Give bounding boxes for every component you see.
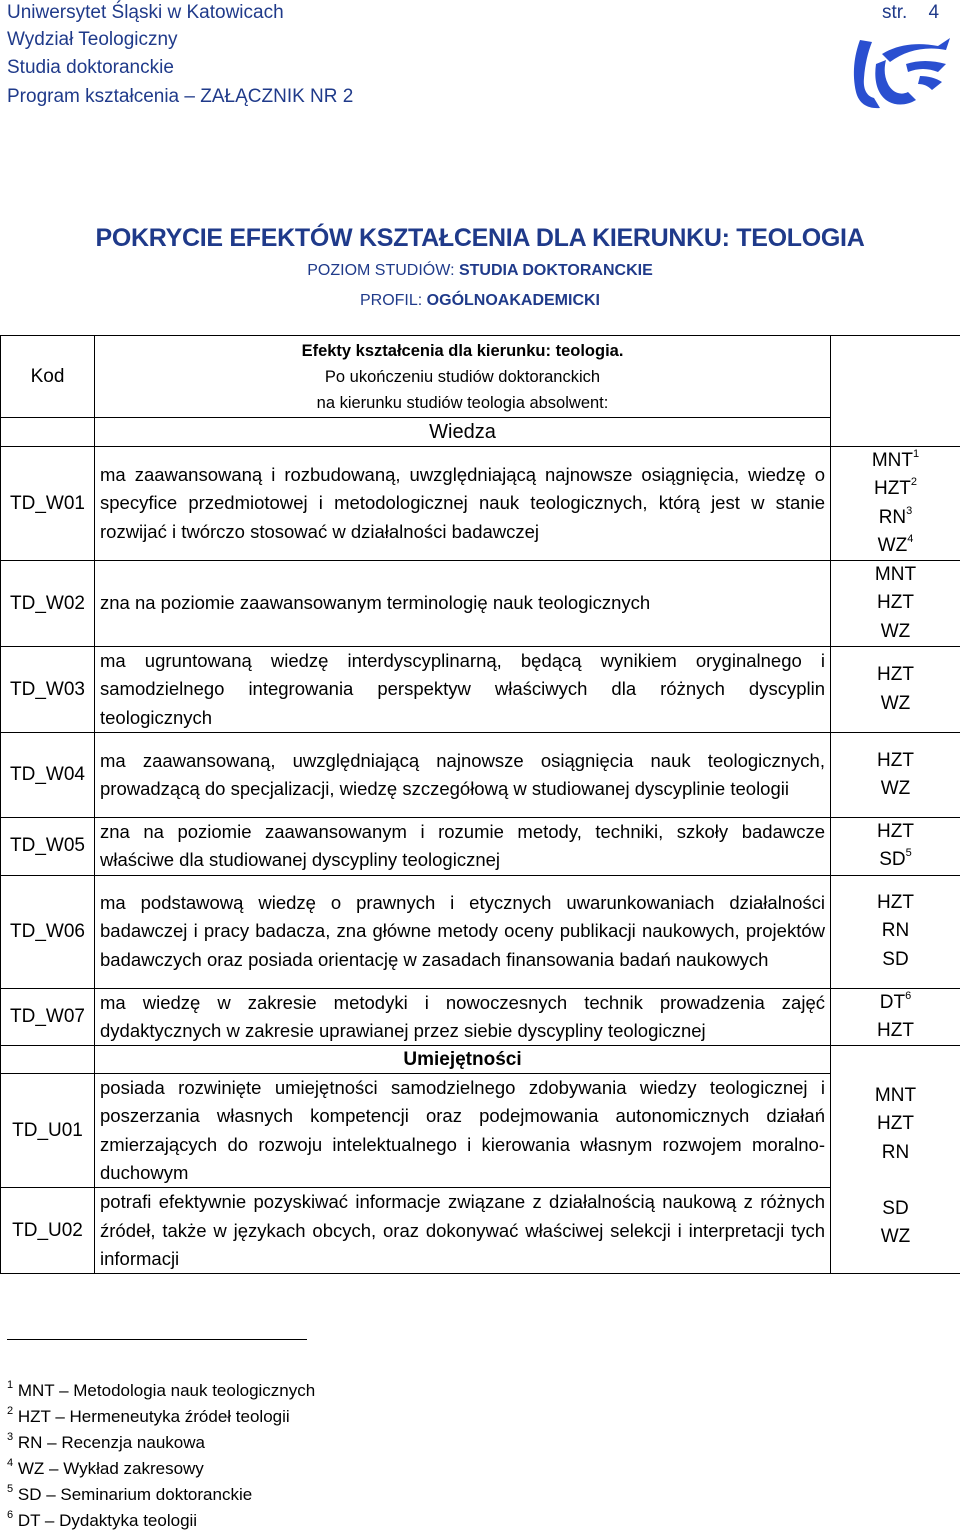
- course-form: MNT: [831, 561, 960, 589]
- course-form: HZT: [831, 1110, 960, 1138]
- outcome-code: TD_W02: [1, 561, 95, 647]
- outcome-code: TD_W06: [1, 875, 95, 988]
- page-number-value: 4: [928, 2, 939, 23]
- study-level-label: POZIOM STUDIÓW:: [307, 262, 459, 279]
- section-row-skills: [1, 1046, 960, 1074]
- course-forms: [831, 988, 960, 1046]
- course-forms: [831, 732, 960, 817]
- course-form: MNT: [831, 1082, 960, 1110]
- header-faculty: Wydział Teologiczny: [7, 27, 178, 53]
- outcomes-header-line2: Po ukończeniu studiów doktoranckich: [95, 364, 830, 390]
- course-form: RN: [879, 507, 906, 528]
- table-row: [1, 1188, 960, 1274]
- course-form: DT: [880, 992, 905, 1013]
- course-form: SD: [831, 1195, 960, 1223]
- outcome-description: zna na poziomie zaawansowanym i rozumie metody, techniki, szkoły badawcze właściwe dla studiowanej dyscypliny teologicznej: [95, 817, 831, 875]
- course-form: WZ: [831, 1223, 960, 1251]
- course-form: HZT: [831, 1017, 960, 1045]
- course-form: SD: [879, 849, 905, 870]
- table-row: [1, 1074, 960, 1188]
- footnote-ref: 2: [911, 476, 917, 488]
- table-row: [1, 447, 960, 561]
- course-form: HZT: [831, 747, 960, 775]
- outcome-code: TD_W04: [1, 732, 95, 817]
- outcomes-header-line1: Efekty kształcenia dla kierunku: teologia.: [95, 338, 830, 364]
- footnote: $^3$ RN – Recenzja naukowa: [7, 1430, 205, 1455]
- study-level: [0, 262, 960, 280]
- section-knowledge: Wiedza: [95, 418, 831, 447]
- outcome-code: TD_W07: [1, 988, 95, 1046]
- table-header-row: [1, 336, 960, 418]
- header-university: Uniwersytet Śląski w Katowicach: [7, 0, 284, 26]
- table-row: [1, 875, 960, 988]
- section-code-cell: [1, 1046, 95, 1074]
- footnote-ref: 3: [906, 505, 912, 517]
- learning-outcomes-table: [0, 335, 960, 1274]
- course-form: HZT: [874, 478, 911, 499]
- course-form: SD: [831, 946, 960, 974]
- course-form: HZT: [831, 589, 960, 617]
- forms-column-header: [831, 336, 960, 447]
- footnote: $^5$ SD – Seminarium doktoranckie: [7, 1482, 252, 1507]
- document-title: POKRYCIE EFEKTÓW KSZTAŁCENIA DLA KIERUNKU: TEOLOGIA: [0, 224, 960, 253]
- page-number: [882, 0, 939, 26]
- footnote: $^4$ WZ – Wykład zakresowy: [7, 1456, 204, 1481]
- footnote-ref: 6: [905, 990, 911, 1002]
- outcome-code: TD_U02: [1, 1188, 95, 1274]
- footnote-ref: 5: [906, 847, 912, 859]
- course-forms: [831, 1046, 960, 1274]
- footnote: $^6$ DT – Dydaktyka teologii: [7, 1508, 197, 1533]
- section-row-knowledge: [1, 418, 960, 447]
- outcomes-column-header: [95, 336, 831, 418]
- course-form: WZ: [878, 535, 908, 556]
- course-forms: [831, 561, 960, 647]
- table-row: [1, 732, 960, 817]
- study-profile-value: OGÓLNOAKADEMICKI: [427, 292, 600, 309]
- outcome-code: TD_W05: [1, 817, 95, 875]
- outcome-description: posiada rozwinięte umiejętności samodzielnego zdobywania wiedzy teologicznej i poszerzania własnych kompetencji oraz podejmowania autonomicznych działań zmierzających do rozwoju intelektualnego i kierowania własnym rozwojem moralno-duchowym: [95, 1074, 831, 1188]
- course-form: WZ: [831, 690, 960, 718]
- course-forms: [831, 875, 960, 988]
- footnote-ref: 4: [907, 533, 913, 545]
- footnote: $^2$ HZT – Hermeneutyka źródeł teologii: [7, 1404, 290, 1429]
- course-form: RN: [831, 917, 960, 945]
- course-form: HZT: [831, 661, 960, 689]
- university-logo-icon: [846, 34, 954, 112]
- table-row: [1, 561, 960, 647]
- section-skills: Umiejętności: [95, 1046, 831, 1074]
- header-studies: Studia doktoranckie: [7, 55, 174, 81]
- course-form: RN: [831, 1139, 960, 1167]
- page-label: str.: [882, 2, 907, 23]
- footnote: $^1$ MNT – Metodologia nauk teologicznych: [7, 1378, 315, 1403]
- course-form: WZ: [831, 618, 960, 646]
- footnote-ref: 1: [913, 448, 919, 460]
- outcome-description: ma podstawową wiedzę o prawnych i etycznych uwarunkowaniach działalności badawczej i pracy badacza, zna główne metody oceny publikacji naukowych, projektów badawczych oraz posiada orientację w zasadach finansowania badań naukowych: [95, 875, 831, 988]
- course-form: WZ: [831, 775, 960, 803]
- study-profile: [0, 292, 960, 310]
- footnote-separator: [7, 1339, 307, 1340]
- section-code-cell: [1, 418, 95, 447]
- course-forms: [831, 817, 960, 875]
- outcome-description: potrafi efektywnie pozyskiwać informacje związane z działalnością naukową z różnych źródeł, także w językach obcych, oraz dokonywać właściwej selekcji i interpretacji tych informacji: [95, 1188, 831, 1274]
- course-form: HZT: [831, 818, 960, 846]
- course-forms: [831, 447, 960, 561]
- code-column-header: Kod: [1, 336, 95, 418]
- outcome-description: ma zaawansowaną i rozbudowaną, uwzględniającą najnowsze osiągnięcia, wiedzę o specyfice przedmiotowej i metodologicznej nauk teologicznych, którą jest w stanie rozwijać i twórczo stosować w działalności badawczej: [95, 447, 831, 561]
- study-profile-label: PROFIL:: [360, 292, 427, 309]
- outcome-code: TD_W01: [1, 447, 95, 561]
- table-row: [1, 988, 960, 1046]
- outcome-description: ma ugruntowaną wiedzę interdyscyplinarną, będącą wynikiem oryginalnego i samodzielnego integrowania perspektyw właściwych dla różnych dyscyplin teologicznych: [95, 647, 831, 733]
- course-forms: [831, 647, 960, 733]
- table-row: [1, 817, 960, 875]
- study-level-value: STUDIA DOKTORANCKIE: [459, 262, 653, 279]
- course-form: HZT: [831, 889, 960, 917]
- outcome-description: zna na poziomie zaawansowanym terminologię nauk teologicznych: [95, 561, 831, 647]
- outcomes-header-line3: na kierunku studiów teologia absolwent:: [95, 390, 830, 416]
- outcome-code: TD_U01: [1, 1074, 95, 1188]
- outcome-code: TD_W03: [1, 647, 95, 733]
- table-row: [1, 647, 960, 733]
- header-program: Program kształcenia – ZAŁĄCZNIK NR 2: [7, 84, 353, 110]
- outcome-description: ma zaawansowaną, uwzględniającą najnowsze osiągnięcia nauk teologicznych, prowadzącą do specjalizacji, wiedzę szczegółową w studiowanej dyscyplinie teologii: [95, 732, 831, 817]
- course-form: MNT: [872, 450, 913, 471]
- outcome-description: ma wiedzę w zakresie metodyki i nowoczesnych technik prowadzenia zajęć dydaktycznych w zakresie uprawianej przez siebie dyscypliny teologicznej: [95, 988, 831, 1046]
